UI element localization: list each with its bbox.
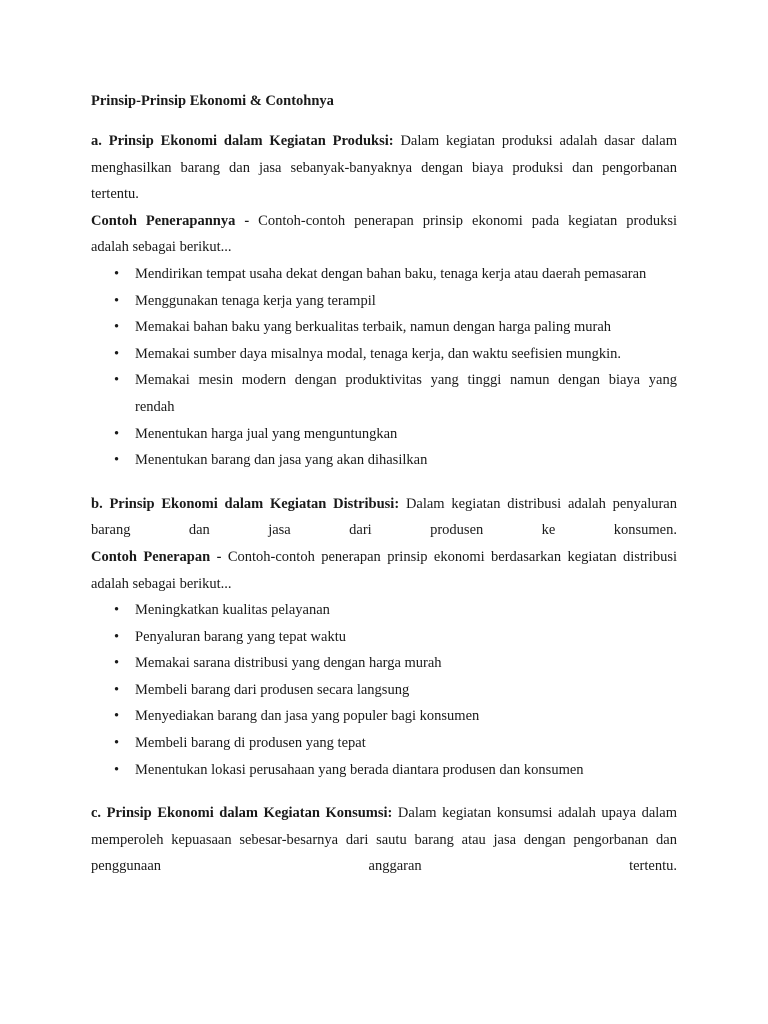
list-item: • Memakai sumber daya misalnya modal, tenaga kerja, dan waktu seefisien mungkin. <box>91 341 677 368</box>
section-a-text-1: Dalam kegiatan produksi adalah dasar dalam <box>393 133 678 149</box>
list-item-continuation: rendah <box>135 398 175 415</box>
section-b-line-1 <box>91 491 677 518</box>
list-item: • Menentukan harga jual yang menguntungkan <box>91 421 677 448</box>
section-b-example-line-2: adalah sebagai berikut... <box>91 575 232 592</box>
list-item: • Menentukan lokasi perusahaan yang berada diantara produsen dan konsumen <box>91 757 677 784</box>
list-item: • Membeli barang dari produsen secara langsung <box>91 677 677 704</box>
list-item: • Membeli barang di produsen yang tepat <box>91 730 677 757</box>
bullet-icon: • <box>114 735 120 752</box>
section-a-heading: a. Prinsip Ekonomi dalam Kegiatan Produksi: <box>91 133 394 149</box>
section-a-line-2: menghasilkan barang dan jasa sebanyak-banyaknya dengan biaya produksi dan pengorbanan <box>91 159 677 176</box>
section-a-example-line-2: adalah sebagai berikut... <box>91 239 232 256</box>
list-item: • Menyediakan barang dan jasa yang populer bagi konsumen <box>91 703 677 730</box>
list-item: • Memakai bahan baku yang berkualitas terbaik, namun dengan harga paling murah <box>91 314 677 341</box>
list-item: • Memakai sarana distribusi yang dengan harga murah <box>91 650 677 677</box>
bullet-icon: • <box>114 345 120 362</box>
document-title: Prinsip-Prinsip Ekonomi & Contohnya <box>91 93 334 109</box>
bullet-icon: • <box>114 761 120 778</box>
bullet-icon: • <box>114 372 120 389</box>
bullet-icon: • <box>114 708 120 725</box>
section-b-example-text-1: Contoh-contoh penerapan prinsip ekonomi berdasarkan kegiatan distribusi <box>221 548 677 565</box>
section-a-bullet-list <box>91 261 677 474</box>
section-b-line-2: barang dan jasa dari produsen ke konsumen. <box>91 522 677 539</box>
section-a-example-line-1 <box>91 208 677 235</box>
list-item: • Penyaluran barang yang tepat waktu <box>91 624 677 651</box>
section-b-bullet-list <box>91 597 677 783</box>
section-b-heading: b. Prinsip Ekonomi dalam Kegiatan Distribusi: <box>91 495 400 512</box>
bullet-icon: • <box>114 655 120 672</box>
document-page <box>91 88 677 880</box>
section-c-line-1 <box>91 800 677 827</box>
bullet-icon: • <box>114 681 120 698</box>
section-distribusi <box>91 491 677 784</box>
section-produksi <box>91 128 677 474</box>
list-item: • Menentukan barang dan jasa yang akan dihasilkan <box>91 447 677 474</box>
section-b-example-line-1 <box>91 544 677 571</box>
bullet-icon: • <box>114 265 120 282</box>
list-item: • Memakai mesin modern dengan produktivitas yang tinggi namun dengan biaya yang <box>91 367 677 394</box>
list-item: • Meningkatkan kualitas pelayanan <box>91 597 677 624</box>
section-konsumsi <box>91 800 677 880</box>
bullet-icon: • <box>114 452 120 469</box>
section-c-text-1: Dalam kegiatan konsumsi adalah upaya dalam <box>392 805 677 822</box>
bullet-icon: • <box>114 425 120 442</box>
bullet-icon: • <box>114 319 120 336</box>
section-c-line-2: memperoleh kepuasaan sebesar-besarnya dari sautu barang atau jasa dengan pengorbanan dan <box>91 831 677 848</box>
bullet-icon: • <box>114 292 120 309</box>
bullet-icon: • <box>114 628 120 645</box>
list-item: • Mendirikan tempat usaha dekat dengan bahan baku, tenaga kerja atau daerah pemasaran <box>91 261 677 288</box>
section-b-text-1: Dalam kegiatan distribusi adalah penyaluran <box>399 495 677 512</box>
section-b-example-heading: Contoh Penerapan - <box>91 548 222 565</box>
section-a-line-3: tertentu. <box>91 186 139 203</box>
section-c-line-3: penggunaan anggaran tertentu. <box>91 858 677 875</box>
section-a-example-text-1: Contoh-contoh penerapan prinsip ekonomi pada kegiatan produksi <box>249 212 677 229</box>
section-a-line-1 <box>91 128 677 155</box>
bullet-icon: • <box>114 602 120 619</box>
list-item: • Menggunakan tenaga kerja yang terampil <box>91 288 677 315</box>
section-c-heading: c. Prinsip Ekonomi dalam Kegiatan Konsumsi: <box>91 805 393 822</box>
section-a-example-heading: Contoh Penerapannya - <box>91 212 250 229</box>
